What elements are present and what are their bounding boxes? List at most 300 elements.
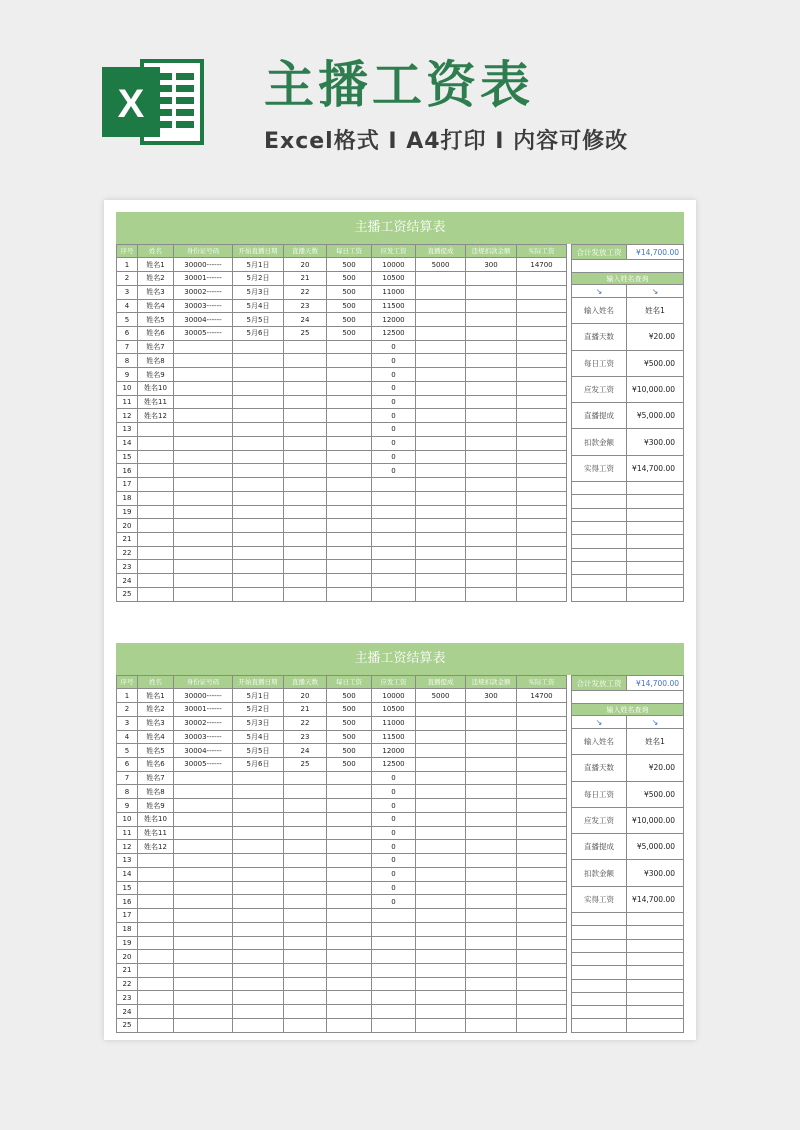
cell-col-daily-wage[interactable] [327, 505, 372, 519]
cell-col-name[interactable]: 姓名2 [138, 703, 174, 717]
cell-col-deduction[interactable] [466, 423, 517, 437]
cell-col-index[interactable]: 21 [117, 963, 138, 977]
cell-col-start-date[interactable] [233, 340, 284, 354]
cell-col-index[interactable]: 14 [117, 436, 138, 450]
cell-col-commission[interactable] [416, 326, 466, 340]
cell-col-start-date[interactable] [233, 812, 284, 826]
cell-col-daily-wage[interactable] [327, 546, 372, 560]
cell-col-index[interactable]: 2 [117, 272, 138, 286]
cell-col-daily-wage[interactable] [327, 785, 372, 799]
cell-col-daily-wage[interactable] [327, 991, 372, 1005]
cell-col-daily-wage[interactable] [327, 491, 372, 505]
cell-col-gross-pay[interactable] [372, 909, 416, 923]
empty-cell[interactable] [572, 482, 627, 495]
cell-col-id-number[interactable] [174, 574, 233, 588]
cell-col-start-date[interactable] [233, 409, 284, 423]
cell-col-start-date[interactable] [233, 881, 284, 895]
empty-cell[interactable] [572, 979, 627, 992]
cell-col-daily-wage[interactable] [327, 1018, 372, 1032]
cell-col-commission[interactable] [416, 757, 466, 771]
cell-col-live-days[interactable] [284, 950, 327, 964]
cell-col-net-pay[interactable] [517, 299, 567, 313]
cell-col-net-pay[interactable] [517, 771, 567, 785]
cell-col-daily-wage[interactable] [327, 1005, 372, 1019]
cell-col-commission[interactable] [416, 340, 466, 354]
cell-col-commission[interactable] [416, 395, 466, 409]
cell-col-index[interactable]: 19 [117, 936, 138, 950]
cell-col-gross-pay[interactable]: 0 [372, 881, 416, 895]
cell-col-name[interactable] [138, 1005, 174, 1019]
cell-col-gross-pay[interactable]: 11500 [372, 730, 416, 744]
cell-col-gross-pay[interactable]: 0 [372, 381, 416, 395]
cell-col-name[interactable]: 姓名4 [138, 730, 174, 744]
cell-col-daily-wage[interactable]: 500 [327, 744, 372, 758]
cell-col-daily-wage[interactable] [327, 950, 372, 964]
name-input-cell[interactable]: 姓名1 [627, 298, 684, 324]
cell-col-id-number[interactable] [174, 1018, 233, 1032]
cell-col-commission[interactable] [416, 922, 466, 936]
cell-col-gross-pay[interactable]: 0 [372, 423, 416, 437]
cell-col-start-date[interactable] [233, 950, 284, 964]
cell-col-name[interactable]: 姓名5 [138, 744, 174, 758]
cell-col-start-date[interactable]: 5月6日 [233, 757, 284, 771]
cell-col-gross-pay[interactable] [372, 977, 416, 991]
cell-col-index[interactable]: 23 [117, 991, 138, 1005]
cell-col-gross-pay[interactable]: 0 [372, 409, 416, 423]
cell-col-net-pay[interactable] [517, 368, 567, 382]
cell-col-index[interactable]: 17 [117, 478, 138, 492]
cell-col-deduction[interactable] [466, 285, 517, 299]
cell-col-start-date[interactable] [233, 840, 284, 854]
cell-col-name[interactable] [138, 922, 174, 936]
cell-col-deduction[interactable] [466, 1005, 517, 1019]
cell-col-daily-wage[interactable] [327, 799, 372, 813]
cell-col-start-date[interactable] [233, 977, 284, 991]
cell-col-name[interactable] [138, 478, 174, 492]
cell-col-id-number[interactable] [174, 450, 233, 464]
cell-col-deduction[interactable] [466, 867, 517, 881]
cell-col-live-days[interactable] [284, 922, 327, 936]
cell-col-commission[interactable] [416, 354, 466, 368]
empty-cell[interactable] [627, 1006, 684, 1019]
cell-col-deduction[interactable] [466, 519, 517, 533]
cell-col-net-pay[interactable] [517, 574, 567, 588]
cell-col-net-pay[interactable] [517, 757, 567, 771]
cell-col-live-days[interactable]: 22 [284, 716, 327, 730]
cell-col-name[interactable]: 姓名6 [138, 326, 174, 340]
cell-col-id-number[interactable] [174, 840, 233, 854]
cell-col-daily-wage[interactable] [327, 368, 372, 382]
cell-col-start-date[interactable] [233, 826, 284, 840]
cell-col-index[interactable]: 8 [117, 785, 138, 799]
cell-col-id-number[interactable] [174, 909, 233, 923]
cell-col-deduction[interactable] [466, 381, 517, 395]
cell-col-index[interactable]: 5 [117, 744, 138, 758]
cell-col-daily-wage[interactable] [327, 909, 372, 923]
cell-col-id-number[interactable]: 30001------ [174, 272, 233, 286]
empty-cell[interactable] [627, 952, 684, 965]
cell-col-live-days[interactable] [284, 519, 327, 533]
cell-col-name[interactable]: 姓名11 [138, 395, 174, 409]
cell-col-index[interactable]: 3 [117, 716, 138, 730]
cell-col-name[interactable] [138, 909, 174, 923]
cell-col-name[interactable]: 姓名3 [138, 285, 174, 299]
cell-col-commission[interactable] [416, 381, 466, 395]
cell-col-live-days[interactable] [284, 395, 327, 409]
cell-col-commission[interactable] [416, 895, 466, 909]
cell-col-live-days[interactable]: 21 [284, 703, 327, 717]
cell-col-deduction[interactable] [466, 272, 517, 286]
cell-col-index[interactable]: 20 [117, 950, 138, 964]
cell-col-commission[interactable] [416, 963, 466, 977]
cell-col-index[interactable]: 24 [117, 1005, 138, 1019]
cell-col-index[interactable]: 12 [117, 840, 138, 854]
cell-col-daily-wage[interactable] [327, 936, 372, 950]
cell-col-commission[interactable] [416, 854, 466, 868]
cell-col-daily-wage[interactable] [327, 977, 372, 991]
cell-col-net-pay[interactable] [517, 826, 567, 840]
cell-col-live-days[interactable] [284, 532, 327, 546]
cell-col-deduction[interactable] [466, 826, 517, 840]
cell-col-index[interactable]: 4 [117, 299, 138, 313]
cell-col-live-days[interactable] [284, 340, 327, 354]
cell-col-deduction[interactable] [466, 785, 517, 799]
empty-cell[interactable] [627, 561, 684, 574]
cell-col-name[interactable] [138, 423, 174, 437]
cell-col-gross-pay[interactable]: 0 [372, 340, 416, 354]
cell-col-gross-pay[interactable]: 0 [372, 785, 416, 799]
cell-col-live-days[interactable] [284, 854, 327, 868]
cell-col-id-number[interactable]: 30000------ [174, 689, 233, 703]
cell-col-name[interactable] [138, 963, 174, 977]
cell-col-name[interactable] [138, 977, 174, 991]
cell-col-index[interactable]: 16 [117, 464, 138, 478]
empty-cell[interactable] [627, 495, 684, 508]
cell-col-live-days[interactable] [284, 936, 327, 950]
cell-col-live-days[interactable] [284, 909, 327, 923]
cell-col-deduction[interactable] [466, 716, 517, 730]
cell-col-start-date[interactable]: 5月2日 [233, 272, 284, 286]
cell-col-live-days[interactable] [284, 409, 327, 423]
cell-col-daily-wage[interactable] [327, 574, 372, 588]
cell-col-deduction[interactable] [466, 313, 517, 327]
cell-col-commission[interactable] [416, 991, 466, 1005]
cell-col-deduction[interactable] [466, 532, 517, 546]
cell-col-net-pay[interactable] [517, 703, 567, 717]
cell-col-net-pay[interactable] [517, 716, 567, 730]
cell-col-commission[interactable] [416, 703, 466, 717]
cell-col-index[interactable]: 4 [117, 730, 138, 744]
cell-col-gross-pay[interactable]: 0 [372, 450, 416, 464]
cell-col-start-date[interactable] [233, 963, 284, 977]
cell-col-gross-pay[interactable] [372, 991, 416, 1005]
cell-col-deduction[interactable] [466, 757, 517, 771]
cell-col-id-number[interactable] [174, 409, 233, 423]
cell-col-commission[interactable] [416, 771, 466, 785]
cell-col-name[interactable]: 姓名10 [138, 381, 174, 395]
cell-col-id-number[interactable] [174, 867, 233, 881]
cell-col-live-days[interactable] [284, 574, 327, 588]
cell-col-daily-wage[interactable]: 500 [327, 757, 372, 771]
cell-col-name[interactable]: 姓名6 [138, 757, 174, 771]
cell-col-commission[interactable]: 5000 [416, 258, 466, 272]
cell-col-start-date[interactable] [233, 936, 284, 950]
cell-col-live-days[interactable] [284, 464, 327, 478]
cell-col-index[interactable]: 1 [117, 258, 138, 272]
cell-col-name[interactable]: 姓名12 [138, 840, 174, 854]
cell-col-start-date[interactable] [233, 909, 284, 923]
total-value[interactable]: ¥14,700.00 [627, 245, 684, 260]
cell-col-deduction[interactable] [466, 895, 517, 909]
cell-col-net-pay[interactable] [517, 730, 567, 744]
cell-col-start-date[interactable] [233, 354, 284, 368]
cell-col-commission[interactable] [416, 744, 466, 758]
cell-col-gross-pay[interactable]: 11000 [372, 716, 416, 730]
cell-col-deduction[interactable] [466, 464, 517, 478]
cell-col-commission[interactable] [416, 532, 466, 546]
cell-col-name[interactable] [138, 881, 174, 895]
cell-col-gross-pay[interactable] [372, 532, 416, 546]
empty-cell[interactable] [627, 535, 684, 548]
empty-cell[interactable] [572, 1019, 627, 1032]
cell-col-start-date[interactable]: 5月3日 [233, 285, 284, 299]
cell-col-id-number[interactable] [174, 799, 233, 813]
cell-col-daily-wage[interactable] [327, 922, 372, 936]
cell-col-deduction[interactable] [466, 977, 517, 991]
empty-cell[interactable] [572, 588, 627, 601]
cell-col-name[interactable] [138, 436, 174, 450]
cell-col-gross-pay[interactable]: 12500 [372, 326, 416, 340]
cell-col-start-date[interactable] [233, 922, 284, 936]
cell-col-daily-wage[interactable] [327, 436, 372, 450]
cell-col-start-date[interactable]: 5月3日 [233, 716, 284, 730]
cell-col-net-pay[interactable] [517, 491, 567, 505]
cell-col-net-pay[interactable] [517, 587, 567, 601]
empty-cell[interactable] [627, 926, 684, 939]
cell-col-commission[interactable] [416, 505, 466, 519]
cell-col-index[interactable]: 10 [117, 812, 138, 826]
cell-col-index[interactable]: 11 [117, 395, 138, 409]
cell-col-name[interactable] [138, 854, 174, 868]
cell-col-name[interactable] [138, 450, 174, 464]
cell-col-start-date[interactable]: 5月1日 [233, 689, 284, 703]
cell-col-deduction[interactable] [466, 546, 517, 560]
cell-col-name[interactable] [138, 1018, 174, 1032]
cell-col-gross-pay[interactable]: 0 [372, 840, 416, 854]
cell-col-index[interactable]: 22 [117, 546, 138, 560]
cell-col-commission[interactable] [416, 450, 466, 464]
cell-col-name[interactable] [138, 895, 174, 909]
cell-col-live-days[interactable]: 23 [284, 299, 327, 313]
cell-col-id-number[interactable] [174, 881, 233, 895]
cell-col-live-days[interactable] [284, 587, 327, 601]
cell-col-name[interactable]: 姓名11 [138, 826, 174, 840]
cell-col-gross-pay[interactable] [372, 560, 416, 574]
empty-cell[interactable] [572, 548, 627, 561]
cell-col-start-date[interactable] [233, 368, 284, 382]
cell-col-commission[interactable] [416, 785, 466, 799]
cell-col-daily-wage[interactable]: 500 [327, 258, 372, 272]
cell-col-deduction[interactable] [466, 1018, 517, 1032]
cell-col-deduction[interactable] [466, 771, 517, 785]
cell-col-gross-pay[interactable] [372, 505, 416, 519]
cell-col-net-pay[interactable]: 14700 [517, 689, 567, 703]
cell-col-deduction[interactable] [466, 450, 517, 464]
cell-col-live-days[interactable] [284, 771, 327, 785]
cell-col-commission[interactable] [416, 519, 466, 533]
cell-col-index[interactable]: 23 [117, 560, 138, 574]
cell-col-commission[interactable] [416, 313, 466, 327]
cell-col-start-date[interactable] [233, 1005, 284, 1019]
empty-cell[interactable] [572, 966, 627, 979]
cell-col-index[interactable]: 25 [117, 587, 138, 601]
cell-col-start-date[interactable] [233, 560, 284, 574]
cell-col-commission[interactable] [416, 936, 466, 950]
cell-col-index[interactable]: 20 [117, 519, 138, 533]
cell-col-index[interactable]: 3 [117, 285, 138, 299]
cell-col-commission[interactable] [416, 977, 466, 991]
cell-col-deduction[interactable] [466, 840, 517, 854]
cell-col-net-pay[interactable] [517, 922, 567, 936]
cell-col-commission[interactable] [416, 299, 466, 313]
cell-col-index[interactable]: 25 [117, 1018, 138, 1032]
cell-col-deduction[interactable] [466, 881, 517, 895]
cell-col-index[interactable]: 15 [117, 881, 138, 895]
cell-col-daily-wage[interactable]: 500 [327, 326, 372, 340]
cell-col-gross-pay[interactable]: 11500 [372, 299, 416, 313]
cell-col-start-date[interactable] [233, 491, 284, 505]
cell-col-index[interactable]: 8 [117, 354, 138, 368]
cell-col-deduction[interactable] [466, 909, 517, 923]
empty-cell[interactable] [627, 548, 684, 561]
cell-col-net-pay[interactable] [517, 840, 567, 854]
cell-col-gross-pay[interactable] [372, 922, 416, 936]
cell-col-start-date[interactable]: 5月4日 [233, 299, 284, 313]
cell-col-net-pay[interactable] [517, 313, 567, 327]
cell-col-name[interactable] [138, 519, 174, 533]
cell-col-net-pay[interactable] [517, 744, 567, 758]
cell-col-net-pay[interactable] [517, 895, 567, 909]
cell-col-daily-wage[interactable] [327, 519, 372, 533]
cell-col-net-pay[interactable] [517, 423, 567, 437]
cell-col-start-date[interactable]: 5月2日 [233, 703, 284, 717]
cell-col-commission[interactable] [416, 799, 466, 813]
cell-col-index[interactable]: 22 [117, 977, 138, 991]
cell-col-daily-wage[interactable]: 500 [327, 730, 372, 744]
cell-col-commission[interactable] [416, 368, 466, 382]
cell-col-deduction[interactable] [466, 922, 517, 936]
cell-col-id-number[interactable] [174, 963, 233, 977]
empty-cell[interactable] [572, 926, 627, 939]
cell-col-live-days[interactable] [284, 505, 327, 519]
cell-col-commission[interactable] [416, 881, 466, 895]
cell-col-name[interactable] [138, 950, 174, 964]
cell-col-start-date[interactable]: 5月4日 [233, 730, 284, 744]
cell-col-id-number[interactable]: 30004------ [174, 313, 233, 327]
cell-col-daily-wage[interactable] [327, 464, 372, 478]
cell-col-id-number[interactable]: 30004------ [174, 744, 233, 758]
cell-col-net-pay[interactable] [517, 340, 567, 354]
cell-col-deduction[interactable] [466, 991, 517, 1005]
empty-cell[interactable] [572, 508, 627, 521]
cell-col-gross-pay[interactable] [372, 574, 416, 588]
cell-col-deduction[interactable] [466, 574, 517, 588]
cell-col-live-days[interactable]: 25 [284, 757, 327, 771]
cell-col-net-pay[interactable] [517, 785, 567, 799]
cell-col-name[interactable]: 姓名9 [138, 799, 174, 813]
cell-col-commission[interactable] [416, 730, 466, 744]
cell-col-id-number[interactable]: 30000------ [174, 258, 233, 272]
cell-col-start-date[interactable] [233, 895, 284, 909]
cell-col-daily-wage[interactable] [327, 812, 372, 826]
cell-col-index[interactable]: 2 [117, 703, 138, 717]
cell-col-gross-pay[interactable]: 10500 [372, 272, 416, 286]
cell-col-gross-pay[interactable]: 0 [372, 464, 416, 478]
cell-col-index[interactable]: 17 [117, 909, 138, 923]
cell-col-live-days[interactable] [284, 423, 327, 437]
empty-cell[interactable] [627, 508, 684, 521]
cell-col-gross-pay[interactable]: 12000 [372, 313, 416, 327]
empty-cell[interactable] [572, 575, 627, 588]
cell-col-id-number[interactable]: 30003------ [174, 730, 233, 744]
cell-col-deduction[interactable] [466, 326, 517, 340]
cell-col-deduction[interactable] [466, 409, 517, 423]
cell-col-gross-pay[interactable]: 10000 [372, 689, 416, 703]
cell-col-deduction[interactable] [466, 340, 517, 354]
cell-col-id-number[interactable] [174, 464, 233, 478]
cell-col-id-number[interactable] [174, 505, 233, 519]
cell-col-id-number[interactable] [174, 950, 233, 964]
cell-col-index[interactable]: 13 [117, 423, 138, 437]
cell-col-name[interactable] [138, 464, 174, 478]
cell-col-index[interactable]: 7 [117, 340, 138, 354]
cell-col-gross-pay[interactable]: 0 [372, 826, 416, 840]
cell-col-daily-wage[interactable] [327, 340, 372, 354]
cell-col-live-days[interactable] [284, 368, 327, 382]
cell-col-daily-wage[interactable] [327, 354, 372, 368]
cell-col-start-date[interactable] [233, 464, 284, 478]
cell-col-net-pay[interactable] [517, 799, 567, 813]
cell-col-name[interactable] [138, 546, 174, 560]
cell-col-id-number[interactable] [174, 922, 233, 936]
cell-col-live-days[interactable] [284, 491, 327, 505]
cell-col-commission[interactable] [416, 812, 466, 826]
cell-col-daily-wage[interactable] [327, 423, 372, 437]
cell-col-gross-pay[interactable] [372, 963, 416, 977]
cell-col-daily-wage[interactable] [327, 450, 372, 464]
cell-col-commission[interactable] [416, 272, 466, 286]
cell-col-id-number[interactable]: 30002------ [174, 716, 233, 730]
cell-col-daily-wage[interactable] [327, 881, 372, 895]
empty-cell[interactable] [627, 588, 684, 601]
cell-col-commission[interactable] [416, 409, 466, 423]
cell-col-commission[interactable] [416, 464, 466, 478]
cell-col-id-number[interactable] [174, 587, 233, 601]
cell-col-deduction[interactable]: 300 [466, 689, 517, 703]
cell-col-commission[interactable] [416, 909, 466, 923]
cell-col-daily-wage[interactable]: 500 [327, 689, 372, 703]
cell-col-gross-pay[interactable]: 11000 [372, 285, 416, 299]
cell-col-index[interactable]: 19 [117, 505, 138, 519]
cell-col-daily-wage[interactable] [327, 381, 372, 395]
cell-col-live-days[interactable]: 24 [284, 313, 327, 327]
empty-cell[interactable] [627, 521, 684, 534]
cell-col-commission[interactable] [416, 826, 466, 840]
cell-col-live-days[interactable] [284, 436, 327, 450]
cell-col-gross-pay[interactable]: 10000 [372, 258, 416, 272]
empty-cell[interactable] [572, 1006, 627, 1019]
cell-col-deduction[interactable] [466, 744, 517, 758]
